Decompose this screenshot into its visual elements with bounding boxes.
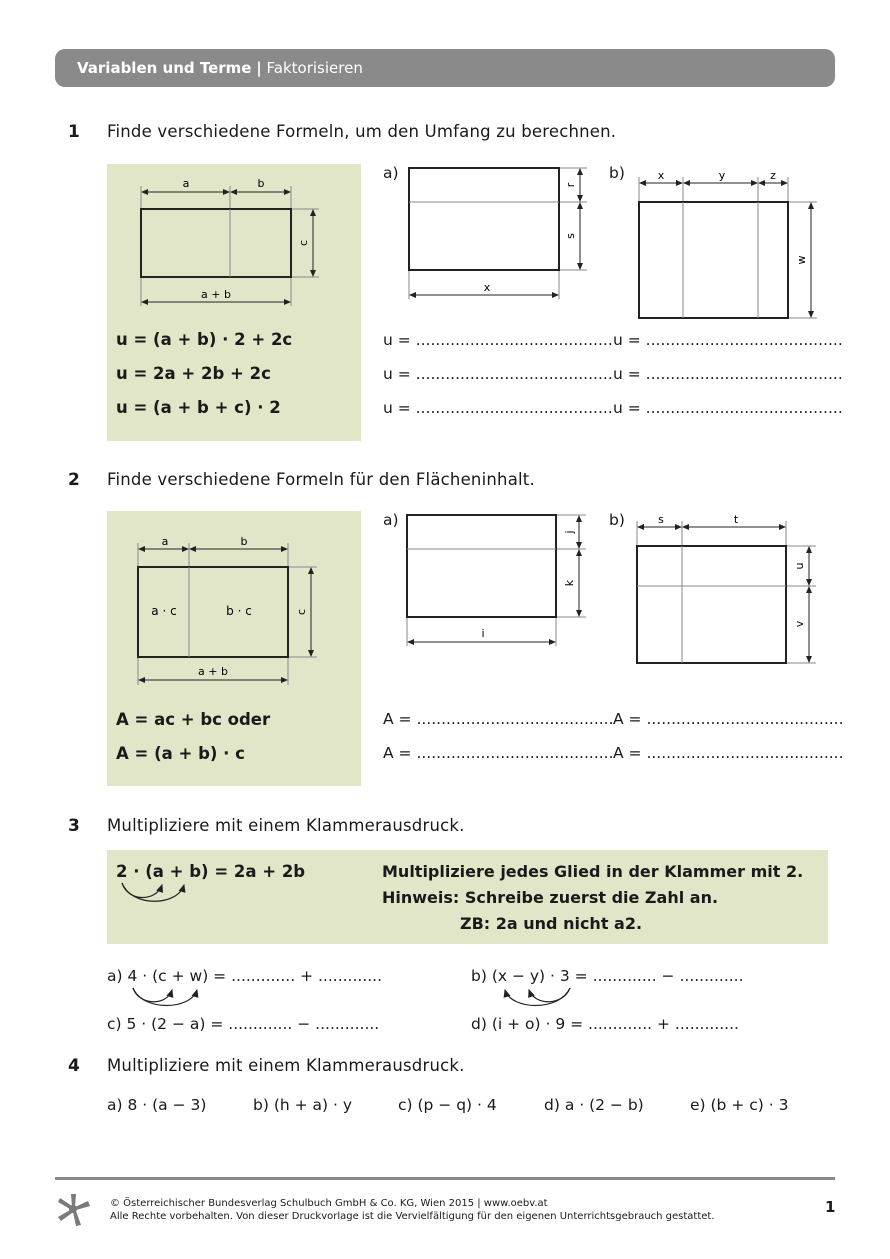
example-formula: 2 · (a + b) = 2a + 2b xyxy=(116,862,306,881)
page-number: 1 xyxy=(825,1198,836,1216)
answer-line[interactable]: u = ........................................ xyxy=(383,365,613,383)
part-label: a) xyxy=(383,511,399,529)
formula: u = (a + b) · 2 + 2c xyxy=(116,330,293,349)
dim-label: s xyxy=(564,233,577,239)
answer-line[interactable]: u = ........................................ xyxy=(613,399,843,417)
dim-label: x xyxy=(483,281,491,294)
dim-label: k xyxy=(563,579,576,587)
dim-label: b xyxy=(240,535,248,548)
dim-label: w xyxy=(795,255,808,265)
task-number-3: 3 xyxy=(68,816,80,836)
diagram-shape xyxy=(75,1201,90,1210)
answer-line[interactable]: u = ........................................ xyxy=(383,399,613,417)
exercise-3d[interactable]: d) (i + o) · 9 = ............. + ............. xyxy=(471,1015,739,1033)
diagram-shape xyxy=(529,988,570,1002)
formula: u = (a + b + c) · 2 xyxy=(116,398,281,417)
answer-line[interactable]: u = ........................................ xyxy=(383,331,613,349)
diagram-shape xyxy=(58,1210,72,1221)
answer-line[interactable]: A = ........................................ xyxy=(383,710,614,728)
diagram-rectangle xyxy=(407,515,556,617)
task-2a-diagram xyxy=(398,507,598,652)
exercise-4b[interactable]: b) (h + a) · y xyxy=(253,1096,353,1114)
dim-label: i xyxy=(481,627,485,640)
dim-label: z xyxy=(770,169,776,182)
part-label: a) xyxy=(383,164,399,182)
dim-label: b xyxy=(257,177,265,190)
diagram-shape xyxy=(505,988,570,1006)
formula: A = (a + b) · c xyxy=(116,744,245,763)
dim-label: j xyxy=(563,530,576,534)
task-3-instruction: Multipliziere mit einem Klammerausdruck. xyxy=(107,816,465,835)
diagram-rectangle xyxy=(639,202,788,318)
exercise-3b[interactable]: b) (x − y) · 3 = ............. − ............. xyxy=(471,967,744,985)
dim-label: a xyxy=(161,535,169,548)
task-1a-diagram xyxy=(400,160,600,305)
diagram-shape xyxy=(133,988,172,1002)
dim-label: c xyxy=(295,608,308,616)
diagram-rectangle xyxy=(141,209,291,277)
part-label: b) xyxy=(609,511,625,529)
footer-rights: Alle Rechte vorbehalten. Von dieser Druckvorlage ist die Vervielfältigung für den eigenen Unterrichtsgebrauch gestattet. xyxy=(110,1211,715,1222)
dim-label: a xyxy=(182,177,190,190)
exercise-4e[interactable]: e) (b + c) · 3 xyxy=(690,1096,789,1114)
hint-line: Hinweis: Schreibe zuerst die Zahl an. xyxy=(382,888,719,907)
area-label: b · c xyxy=(226,604,252,618)
diagram-shape xyxy=(133,988,197,1006)
exercise-3a[interactable]: a) 4 · (c + w) = ............. + ............. xyxy=(107,967,383,985)
dim-label: v xyxy=(793,620,806,628)
hint-line: Multipliziere jedes Glied in der Klammer mit 2. xyxy=(382,862,804,881)
formula: u = 2a + 2b + 2c xyxy=(116,364,271,383)
dim-label: x xyxy=(657,169,665,182)
diagram-shape xyxy=(71,1194,76,1207)
diagram-shape xyxy=(122,883,184,901)
task-number-2: 2 xyxy=(68,470,80,490)
dim-label: u xyxy=(793,562,806,570)
distribution-arrows xyxy=(116,876,196,906)
answer-line[interactable]: u = ........................................ xyxy=(613,331,843,349)
task-2-instruction: Finde verschiedene Formeln für den Flächeninhalt. xyxy=(107,470,535,489)
dim-label: t xyxy=(733,513,739,526)
dim-label: r xyxy=(564,182,577,188)
footer-copyright: © Österreichischer Bundesverlag Schulbuch GmbH & Co. KG, Wien 2015 | www.oebv.at xyxy=(110,1198,548,1209)
part-label: b) xyxy=(609,164,625,182)
task-number-4: 4 xyxy=(68,1056,80,1076)
dim-label: a + b xyxy=(198,665,228,678)
exercise-4a[interactable]: a) 8 · (a − 3) xyxy=(107,1096,207,1114)
publisher-logo-icon xyxy=(55,1191,91,1227)
hint-line: ZB: 2a und nicht a2. xyxy=(460,914,643,933)
task-2b-diagram xyxy=(628,507,833,672)
page-title: Variablen und Terme | Faktorisieren xyxy=(77,59,363,77)
diagram-shape xyxy=(58,1198,72,1209)
task-2-example-diagram xyxy=(107,511,361,691)
dim-label: c xyxy=(297,239,310,247)
exercise-3c[interactable]: c) 5 · (2 − a) = ............. − ............. xyxy=(107,1015,380,1033)
dim-label: y xyxy=(718,169,726,182)
answer-line[interactable]: A = ........................................ xyxy=(613,744,844,762)
answer-line[interactable]: A = ........................................ xyxy=(383,744,614,762)
diagram-shape xyxy=(122,883,162,898)
task-1b-diagram xyxy=(630,160,835,325)
distribution-arrows xyxy=(125,982,205,1010)
task-1-instruction: Finde verschiedene Formeln, um den Umfang zu berechnen. xyxy=(107,122,617,141)
dim-label: a + b xyxy=(201,288,231,301)
task-4-instruction: Multipliziere mit einem Klammerausdruck. xyxy=(107,1056,465,1075)
footer-divider xyxy=(55,1177,835,1180)
distribution-arrows xyxy=(495,982,575,1010)
exercise-4d[interactable]: d) a · (2 − b) xyxy=(544,1096,644,1114)
task-1-example-diagram xyxy=(107,164,361,314)
answer-line[interactable]: A = ........................................ xyxy=(613,710,844,728)
diagram-rectangle xyxy=(637,546,786,663)
diagram-rectangle xyxy=(409,168,559,270)
answer-line[interactable]: u = ........................................ xyxy=(613,365,843,383)
diagram-shape xyxy=(73,1211,81,1226)
dim-label: s xyxy=(658,513,664,526)
area-label: a · c xyxy=(151,604,177,618)
exercise-4c[interactable]: c) (p − q) · 4 xyxy=(398,1096,497,1114)
formula: A = ac + bc oder xyxy=(116,710,271,729)
task-number-1: 1 xyxy=(68,122,80,142)
